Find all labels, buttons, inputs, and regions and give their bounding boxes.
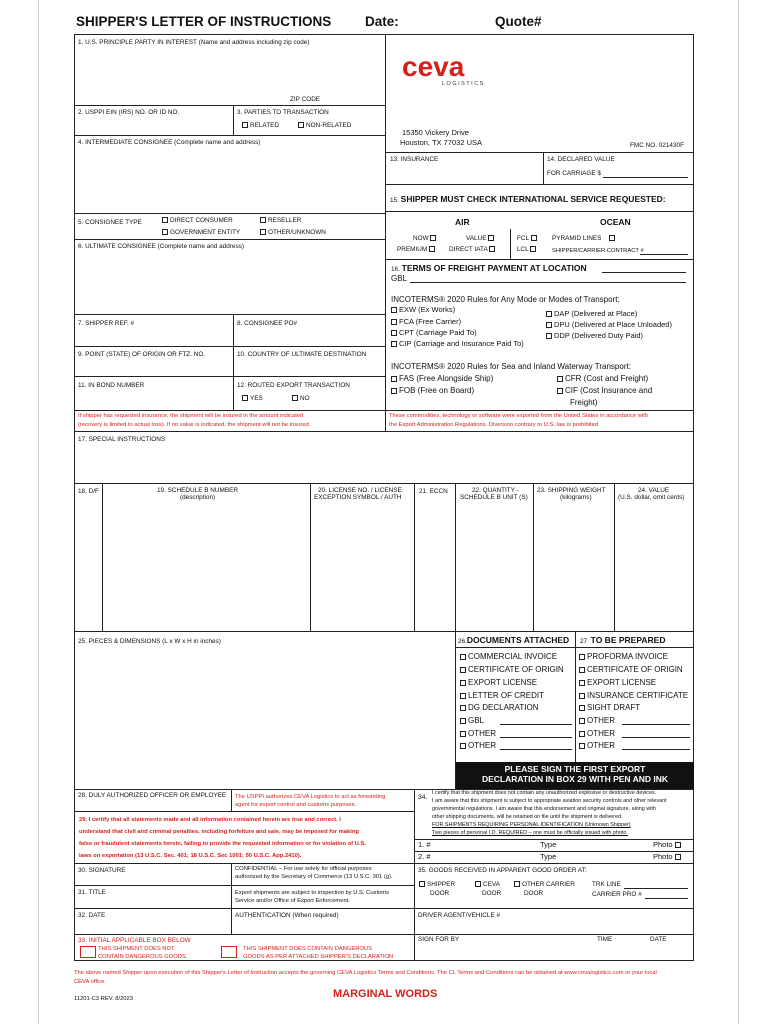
contract-label: SHIPPER/CARRIER CONTRACT # [552,248,644,254]
other-unknown-checkbox[interactable] [260,229,326,236]
id-2-type-label: Type [540,852,557,861]
to-prepare-item[interactable] [579,665,683,674]
shipper-door-label: DOOR [430,890,450,897]
field-15 [390,195,666,205]
ceva-door-checkbox[interactable] [475,881,500,888]
reseller-checkbox[interactable] [260,217,301,224]
doc-attached-item[interactable] [460,665,564,674]
rule [533,483,534,631]
rule [74,346,385,347]
id-1-label: 1. # [418,840,431,849]
fca-checkbox[interactable] [391,318,461,327]
authentication-label: AUTHENTICATION (When required) [235,912,339,919]
cif-label-cont: Freight) [570,398,598,407]
form-number: 11201-C3 REV. 8/2023 [74,996,133,1002]
col-24-header: 24. VALUE [638,487,670,494]
rule [414,863,694,864]
dpu-checkbox[interactable] [546,321,672,330]
no-label: NO [300,395,310,402]
col-19-sub: (description) [180,494,216,501]
field-8-label: 8. CONSIGNEE PO# [237,320,298,327]
banner-line-1: PLEASE SIGN THE FIRST EXPORT [504,764,646,774]
ceva-logo [402,52,490,88]
to-prepare-item[interactable] [579,678,656,687]
cif-checkbox[interactable] [557,386,652,395]
rule [74,314,385,315]
id-2-photo-checkbox[interactable] [653,853,683,862]
rule [74,863,414,864]
rule [74,885,414,886]
rule [74,105,385,106]
doc-attached-label: EXPORT LICENSE [468,678,538,687]
value-checkbox[interactable] [466,235,496,242]
rule [414,789,415,961]
time-label: TIME [597,936,613,943]
id-1-photo-checkbox[interactable] [653,841,683,850]
doc-attached-item[interactable] [460,741,496,750]
fas-checkbox[interactable] [391,374,493,383]
to-prepare-item[interactable] [579,729,615,738]
doc-attached-item[interactable] [460,678,537,687]
authorization-note-1: The USPPI authorizes CEVA Logistics to act as forwarding [235,794,386,800]
ceva-label: CEVA [483,881,500,888]
rule [575,631,576,762]
terms-line-2: CEVA office. [74,979,107,985]
shipper-door-checkbox[interactable] [419,881,455,888]
rule [74,908,414,909]
dap-checkbox[interactable] [546,310,637,319]
rule [500,749,572,750]
to-prepare-item[interactable] [579,741,615,750]
rule [500,737,572,738]
field-3-label: 3. PARTIES TO TRANSACTION [237,109,329,116]
inspection-note-2: Service and/or Office of Export Enforcement. [235,898,350,904]
rule [414,483,415,631]
now-checkbox[interactable] [413,235,438,242]
rule [102,483,103,631]
field-27-num: 27 [580,638,588,645]
to-prepare-label: PROFORMA INVOICE [587,652,668,661]
dap-label: DAP (Delivered at Place) [554,309,638,318]
rule [385,152,694,153]
rule [231,789,232,811]
rule [385,259,694,260]
rule [455,647,694,648]
carrier-address-1: 15350 Vickery Drive [402,128,469,137]
field-4-label: 4. INTERMEDIATE CONSIGNEE (Complete name and address) [78,139,261,146]
no-dg-line-1: THIS SHIPMENT DOES NOT [98,946,175,952]
nonrelated-checkbox[interactable] [298,122,351,129]
rule [233,314,234,410]
field-7-label: 7. SHIPPER REF. # [78,320,135,327]
rule [74,431,694,432]
field-27 [580,636,665,646]
id-1-type-label: Type [540,840,557,849]
certification-line-2: understand that civil and criminal penalties, including forfeiture and sale, may be imposed for making [79,829,359,835]
cpt-label: CPT (Carriage Paid To) [399,328,477,337]
id-2-photo-label: Photo [653,852,673,861]
date-label-bottom: DATE [650,936,667,943]
direct-iata-checkbox[interactable] [449,246,497,253]
field-6-label: 6. ULTIMATE CONSIGNEE (Complete name and address) [78,243,244,250]
doc-attached-label: OTHER [468,729,496,738]
doc-attached-label: LETTER OF CREDIT [468,691,545,700]
cip-checkbox[interactable] [391,340,524,349]
field-33-label: 33. INITIAL APPLICABLE BOX BELOW [78,937,191,944]
to-prepare-label: OTHER [587,729,615,738]
rule [385,211,694,212]
authorization-note-2: agent for export control and customs purposes. [235,802,357,808]
ceva-logo-mark [402,52,490,88]
field-16 [391,264,587,274]
exw-label: EXW (Ex Works) [399,305,456,314]
field-35-label: 35. GOODS RECEIVED IN APPARENT GOOD ORDER AT: [418,867,587,874]
rule [410,282,686,283]
rule [74,239,385,240]
lcl-label: LCL [517,246,529,253]
no-checkbox[interactable] [292,395,310,402]
fca-label: FCA (Free Carrier) [399,317,462,326]
nonrelated-label: NON-RELATED [306,122,352,129]
col-18-header: 18. D/F [78,488,99,495]
rule [614,483,615,631]
field-27-label: TO BE PREPARED [590,635,666,645]
carrier-address-2: Houston, TX 77032 USA [400,138,482,147]
gbl-label: GBL [391,274,408,283]
insurance-notice-2: (recovery is limited to actual loss). If no value is indicated, the shipment will not be insured. [78,422,311,428]
to-prepare-item[interactable] [579,691,688,700]
rule [510,229,511,259]
date-label: Date: [365,14,399,29]
page-edge-right [738,0,739,1024]
certification-line-3: false or fraudulent statements herein, failing to provide the requested information or for violation of U.S. [79,841,366,847]
sign-for-by-label: SIGN FOR BY [418,936,460,943]
confidential-note-2: authorized by the Secretary of Commerce (13 U.S.C. 301 (g). [235,874,393,880]
col-22-header: 22. QUANTITY - [472,487,519,494]
no-dg-line-2: CONTAIN DANGEROUS GOODS [98,954,186,960]
government-checkbox[interactable] [162,229,240,236]
other-carrier-door-label: DOOR [524,890,544,897]
yes-label: YES [250,395,263,402]
terms-line-1: The above named Shipper upon execution of this Shipper's Letter of Instruction accepts the governing CEVA Logistics Terms and Conditions. The CL Terms and Conditions can be obtained at www.cevalogistics.com or your local [74,970,657,976]
logo-sub-text: LOGISTICS [442,81,485,87]
field-26-label: DOCUMENTS ATTACHED [466,635,570,645]
carrier-pro-label: CARRIER PRO # [592,891,642,898]
rule [233,105,234,135]
field-26-num: 26. [458,638,467,645]
fas-label: FAS (Free Alongside Ship) [399,374,494,383]
rule [645,898,688,899]
certification-line-1: 29. I certify that all statements made and all information contained herein are true and correct. I [79,817,341,823]
rule [622,724,690,725]
direct-consumer-label: DIRECT CONSUMER [170,217,233,224]
security-line-5: FOR SHIPMENTS REQUIRING PERSONAL IDENTIFICATION (Unknown Shipper) [432,822,631,828]
to-prepare-label: INSURANCE CERTIFICATE [587,691,689,700]
fob-checkbox[interactable] [391,386,474,395]
rule [74,376,385,377]
field-30-label: 30. SIGNATURE [78,867,126,874]
rule [455,483,456,631]
col-21-header: 21. ECCN [419,488,448,495]
export-notice-1: These commodities, technology or software were exported from the United States in accordance with [389,413,649,419]
security-line-2: I am aware that this shipment is subject to appropriate aviation security controls and other relevant [432,798,667,804]
to-prepare-label: SIGHT DRAFT [587,703,641,712]
rule [74,213,385,214]
value-label: VALUE [466,235,487,242]
rule [602,272,686,273]
field-25-label: 25. PIECES & DIMENSIONS (L x W x H in inches) [78,638,221,645]
col-19-header: 19. SCHEDULE B NUMBER [157,487,238,494]
shipper-label: SHIPPER [427,881,456,888]
rule [622,737,690,738]
field-26 [458,636,569,646]
security-line-6: Two pieces of personal I.D. REQUIRED – one must be officially issued with photo. [432,830,628,836]
declared-value-sub: FOR CARRIAGE $ [547,170,601,177]
col-23-sub: (kilograms) [560,494,592,501]
rule [414,908,694,909]
rule [500,724,572,725]
dg-line-2: GOODS AS PER ATTACHED SHIPPER'S DECLARATION [243,954,394,960]
col-23-header: 23. SHIPPING WEIGHT [537,487,606,494]
doc-attached-label: DG DECLARATION [468,703,539,712]
exw-checkbox[interactable] [391,306,455,315]
cif-label: CIF (Cost Insurance and [565,386,653,395]
government-label: GOVERNMENT ENTITY [170,229,241,236]
rule [231,863,232,934]
ddp-label: DDP (Delivered Duty Paid) [554,331,644,340]
id-1-photo-label: Photo [653,840,673,849]
marginal-words: MARGINAL WORDS [333,988,438,1000]
to-prepare-item[interactable] [579,716,615,725]
field-28-label: 28. DULY AUTHORIZED OFFICER OR EMPLOYEE [78,792,227,799]
to-prepare-item[interactable] [579,703,640,712]
fob-label: FOB (Free on Board) [399,386,475,395]
cip-label: CIP (Carriage and Insurance Paid To) [399,339,524,348]
rule [640,254,688,255]
field-16-num: 16. [391,266,400,273]
field-13-label: 13. INSURANCE [390,156,439,163]
field-2-label: 2. USPPI EIN (IRS) NO. OR ID NO. [78,109,180,116]
banner-line-2: DECLARATION IN BOX 29 WITH PEN AND INK [481,774,669,784]
other-carrier-label: OTHER CARRIER [522,881,575,888]
premium-label: PREMIUM [397,246,428,253]
pyramid-label: PYRAMID LINES [552,235,602,242]
doc-attached-label: CERTIFICATE OF ORIGIN [468,665,564,674]
driver-agent-label: DRIVER AGENT/VEHICLE # [418,912,501,919]
logo-brand-text: ceva [402,52,465,82]
fcl-label: FCL [517,235,529,242]
id-2-label: 2. # [418,852,431,861]
field-16-label: TERMS OF FREIGHT PAYMENT AT LOCATION [401,263,587,273]
doc-attached-label: GBL [468,716,485,725]
field-32-label: 32. DATE [78,912,106,919]
cpt-checkbox[interactable] [391,329,477,338]
rule [74,631,694,632]
ceva-door-label: DOOR [482,890,502,897]
security-line-1: I certify that this shipment does not contain any unauthorized explosive or destructive devices. [432,790,657,796]
now-label: NOW [413,235,429,242]
to-prepare-label: OTHER [587,741,615,750]
security-line-3: governmental regulations. I am aware that this endorsement and original signature, along with [432,806,656,812]
rule [385,184,694,185]
rule [74,934,694,935]
quote-label: Quote# [495,14,542,29]
field-14-label: 14. DECLARED VALUE [547,156,615,163]
to-prepare-item[interactable] [579,652,668,661]
field-10-label: 10. COUNTRY OF ULTIMATE DESTINATION [237,351,367,358]
direct-iata-label: DIRECT IATA [449,246,488,253]
field-9-label: 9. POINT (STATE) OF ORIGIN OR FTZ. NO. [78,351,206,358]
field-12-label: 12. ROUTED EXPORT TRANSACTION [237,382,350,389]
other-unknown-label: OTHER/UNKNOWN [268,229,326,236]
zip-code-label: ZIP CODE [290,96,321,103]
other-carrier-checkbox[interactable] [514,881,575,888]
rule [603,177,688,178]
dpu-label: DPU (Delivered at Place Unloaded) [554,320,672,329]
col-24-sub: (U.S. dollar, omit cents) [618,494,685,501]
rule [385,259,386,431]
to-prepare-label: OTHER [587,716,615,725]
pyramid-checkbox[interactable] [552,235,617,242]
doc-attached-label: OTHER [468,741,496,750]
security-line-4: other shipping documents, will be retained on file until the shipment is delivered. [432,814,623,820]
doc-attached-item[interactable] [460,691,544,700]
form-title: SHIPPER'S LETTER OF INSTRUCTIONS [76,14,332,29]
field-15-label: SHIPPER MUST CHECK INTERNATIONAL SERVICE REQUESTED: [400,194,666,204]
col-20-header: 20. LICENSE NO. / LICENSE [318,487,402,494]
rule [622,749,690,750]
rule [74,410,694,411]
field-31-label: 31. TITLE [78,889,106,896]
to-prepare-label: EXPORT LICENSE [587,678,657,687]
export-notice-2: the Export Administration Regulations. Diversion contrary to U.S. law is prohibited [389,422,599,428]
page-edge-left [38,0,39,1024]
sign-banner [456,762,694,789]
rule [74,135,385,136]
field-34-num: 34. [418,794,428,801]
confidential-note-1: CONFIDENTIAL – For use solely for official purposes [235,866,372,872]
dg-initial-box[interactable] [221,946,237,958]
cfr-label: CFR (Cost and Freight) [565,374,649,383]
related-checkbox[interactable] [242,122,279,129]
premium-checkbox[interactable] [397,246,437,253]
rule [624,888,688,889]
air-heading: AIR [455,217,470,227]
doc-attached-item[interactable] [460,716,484,725]
doc-attached-item[interactable] [460,729,496,738]
lcl-checkbox[interactable] [517,246,538,253]
certification-line-4: laws on exportation (13 U.S.C. Sec. 401; 18 U.S.C. Sec 1001; 50 U.S.C. App.2410). [79,853,302,859]
rule [310,483,311,631]
to-prepare-label: CERTIFICATE OF ORIGIN [587,665,683,674]
cfr-checkbox[interactable] [557,374,648,383]
rule [74,483,694,484]
doc-attached-item[interactable] [460,703,539,712]
related-label: RELATED [250,122,280,129]
rule [543,152,544,184]
field-5-label: 5. CONSIGNEE TYPE [78,219,142,226]
field-17-label: 17. SPECIAL INSTRUCTIONS [78,436,166,443]
fcl-checkbox[interactable] [517,235,539,242]
inspection-note-1: Export shipments are subject to inspection by U.S. Customs [235,890,390,896]
col-20-sub: EXCEPTION SYMBOL / AUTH [314,494,402,501]
field-11-label: 11. IN BOND NUMBER [78,382,145,389]
ocean-heading: OCEAN [600,217,631,227]
yes-checkbox[interactable] [242,395,263,402]
reseller-label: RESELLER [268,217,302,224]
incoterms-any-heading: INCOTERMS® 2020 Rules for Any Mode or Modes of Transport: [391,295,620,304]
dg-line-1: THIS SHIPMENT DOES CONTAIN DANGEROUS [243,946,372,952]
direct-consumer-checkbox[interactable] [162,217,233,224]
trk-line-label: TRK LINE [592,881,621,888]
insurance-notice-1: If shipper has requested insurance, the shipment will be insured in the amount indicated [78,413,304,419]
doc-attached-label: COMMERCIAL INVOICE [468,652,558,661]
field-15-num: 15. [390,197,399,204]
doc-attached-item[interactable] [460,652,557,661]
ddp-checkbox[interactable] [546,332,643,341]
col-22-sub: SCHEDULE B UNIT (S) [460,494,528,501]
rule [74,811,414,812]
center-divider [385,34,386,284]
incoterms-sea-heading: INCOTERMS® 2020 Rules for Sea and Inland Waterway Transport: [391,362,631,371]
no-dg-initial-box[interactable] [80,946,96,958]
field-1-label: 1. U.S. PRINCIPLE PARTY IN INTEREST (Name and address including zip code) [78,39,310,46]
fmc-number: FMC NO. 021430F [630,142,684,149]
